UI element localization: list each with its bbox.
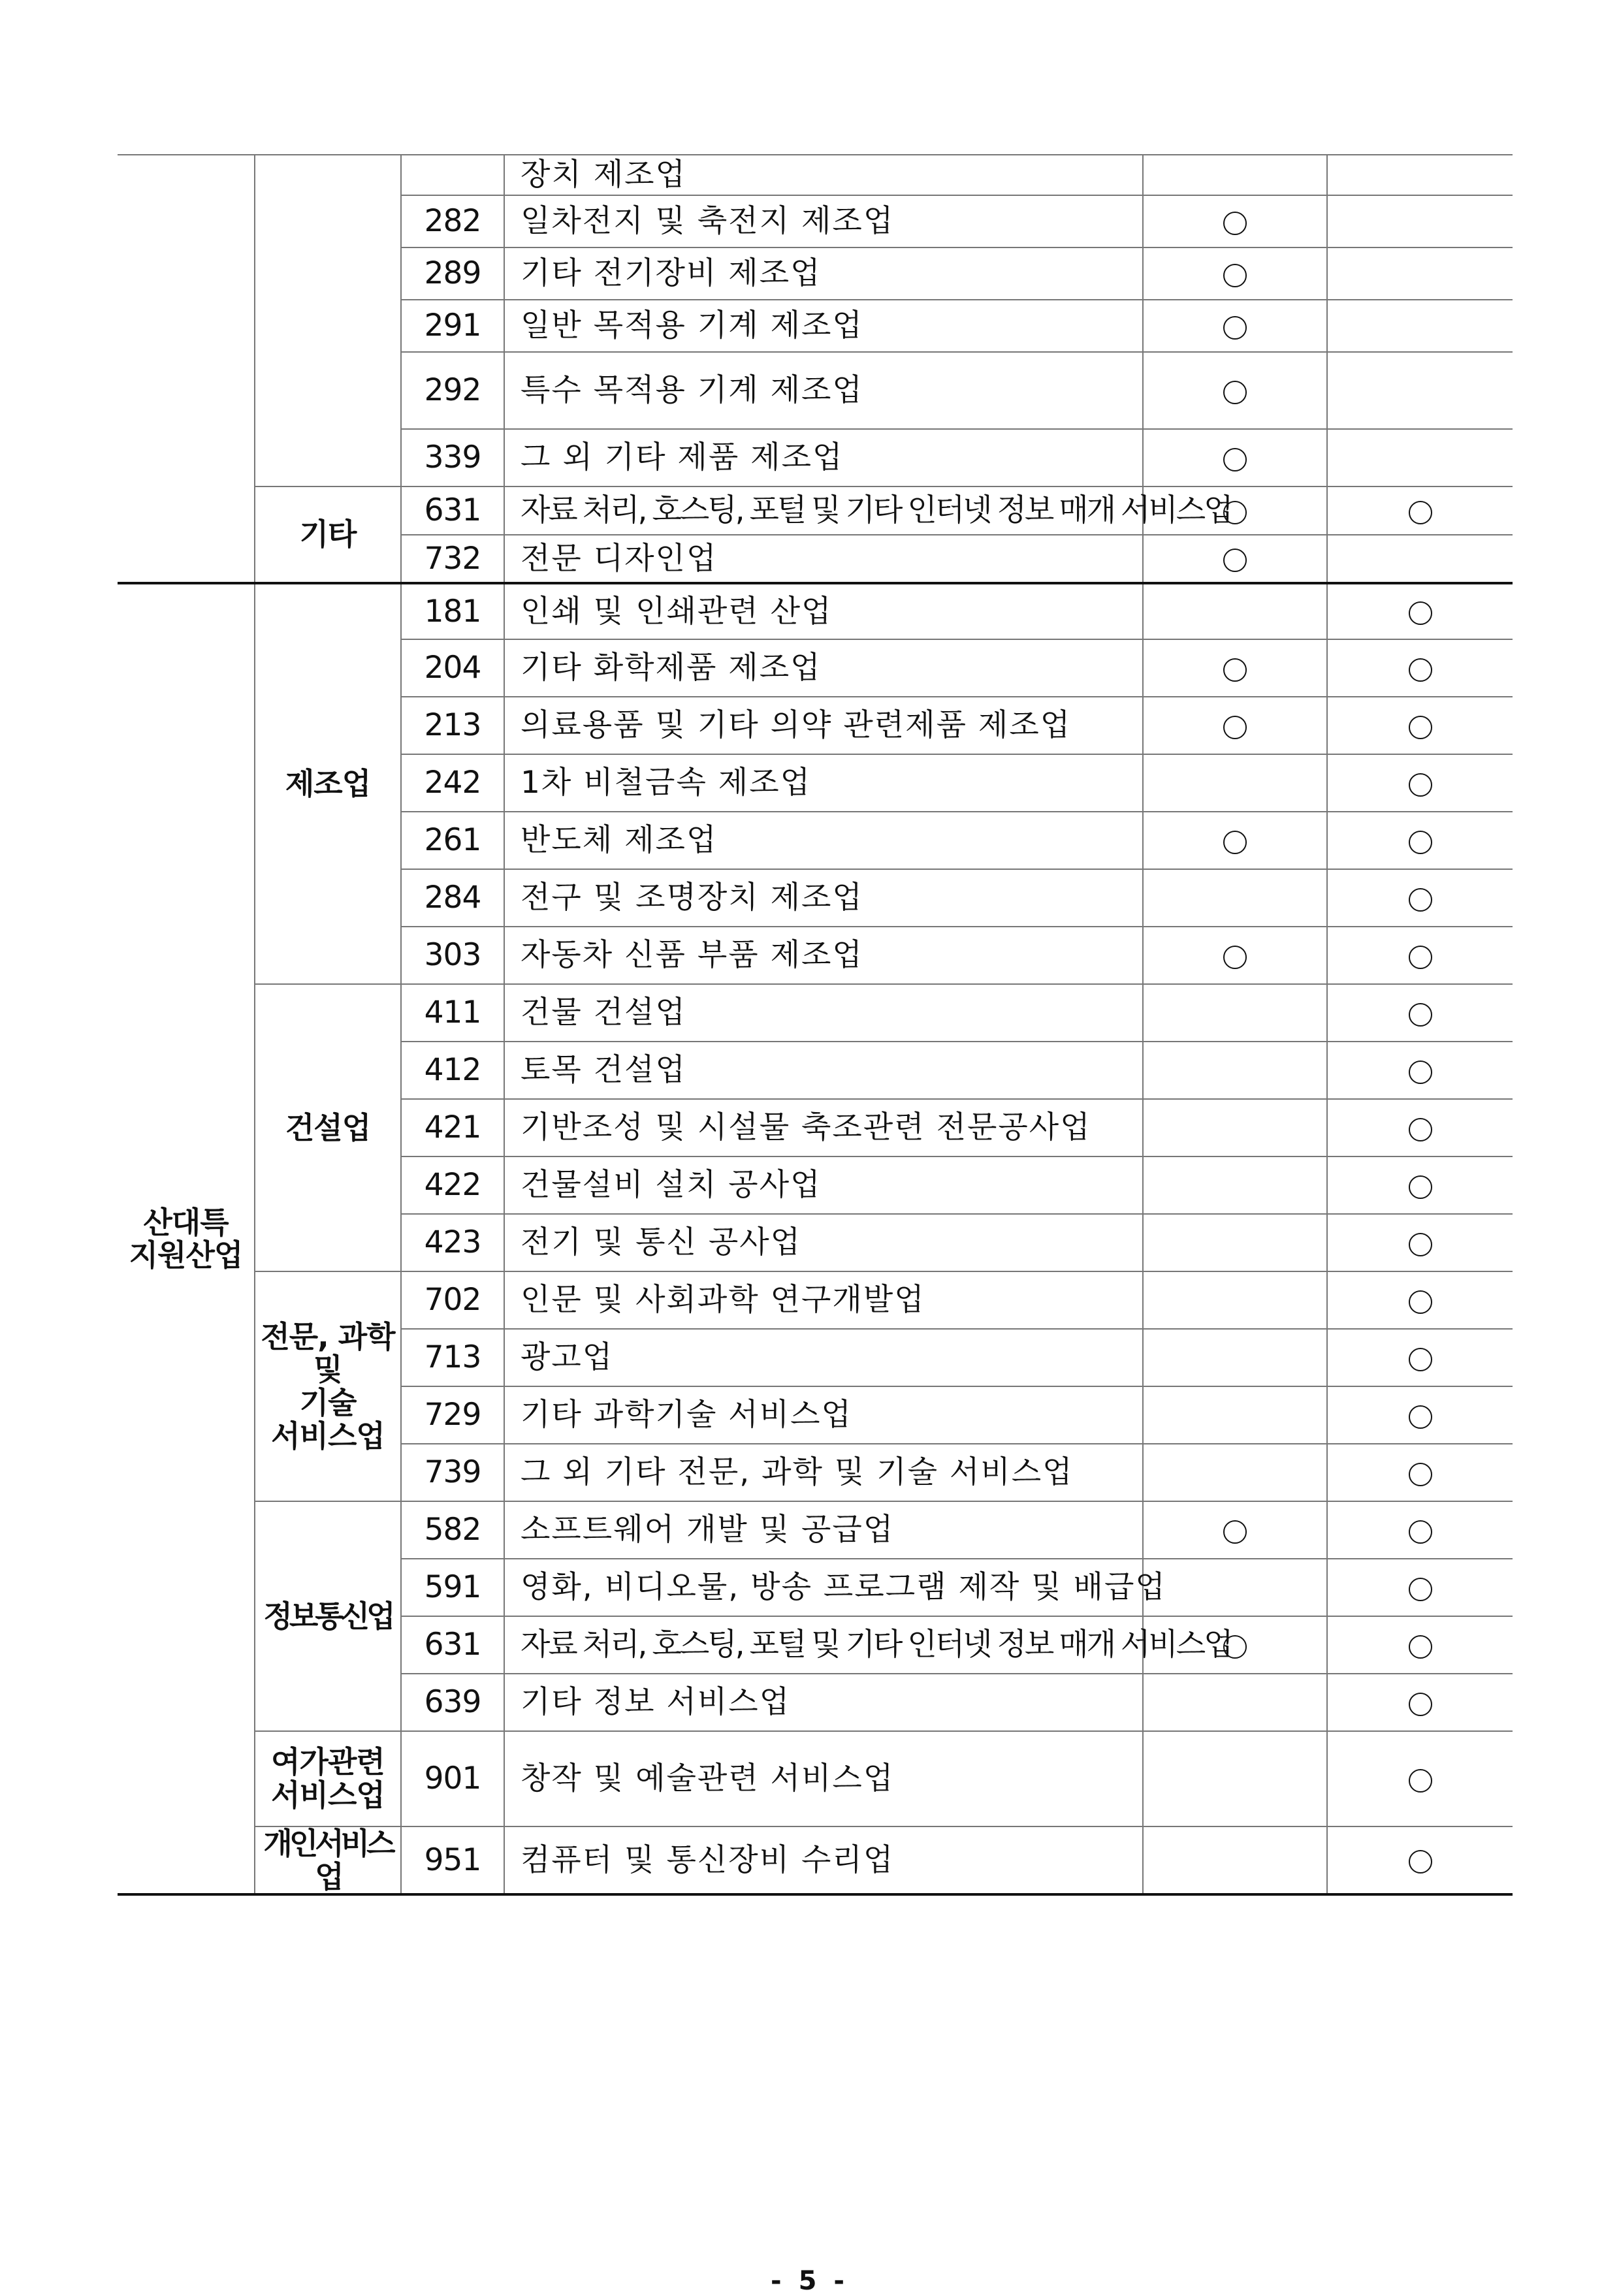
circle-mark-icon [1223, 264, 1247, 287]
industry-name: 기타 정보 서비스업 [504, 1674, 1143, 1731]
industry-code: 422 [401, 1156, 504, 1214]
industry-code: 411 [401, 984, 504, 1042]
mark-cell-m1 [1143, 1271, 1327, 1329]
circle-mark-icon [1223, 212, 1247, 235]
mark-cell-m1 [1143, 1674, 1327, 1731]
circle-mark-icon [1223, 658, 1247, 682]
industry-name: 영화, 비디오물, 방송 프로그램 제작 및 배급업 [504, 1559, 1143, 1616]
mark-cell-m2 [1327, 1271, 1513, 1329]
circle-mark-icon [1409, 1769, 1432, 1793]
circle-mark-icon [1223, 549, 1247, 572]
circle-mark-icon [1409, 1693, 1432, 1716]
mark-cell-m2 [1327, 869, 1513, 927]
subgroup-manufacturing: 제조업 [255, 583, 401, 984]
industry-code: 631 [401, 486, 504, 535]
mark-cell-m2 [1327, 1501, 1513, 1559]
mark-cell-m1 [1143, 1329, 1327, 1386]
mark-cell-m2 [1327, 1674, 1513, 1731]
table-row [118, 155, 1513, 195]
circle-mark-icon [1223, 716, 1247, 739]
industry-code: 242 [401, 754, 504, 812]
mark-cell-m1 [1143, 812, 1327, 869]
industry-name: 일차전지 및 축전지 제조업 [504, 195, 1143, 247]
circle-mark-icon [1223, 501, 1247, 524]
label-line: 및 [313, 1352, 342, 1388]
industry-name: 전기 및 통신 공사업 [504, 1214, 1143, 1271]
circle-mark-icon [1409, 773, 1432, 797]
circle-mark-icon [1409, 1578, 1432, 1601]
circle-mark-icon [1409, 946, 1432, 969]
mark-cell-m1 [1143, 1501, 1327, 1559]
circle-mark-icon [1223, 316, 1247, 340]
industry-code: 289 [401, 247, 504, 300]
mark-cell-m1 [1143, 1826, 1327, 1894]
circle-mark-icon [1223, 1635, 1247, 1659]
table-row [118, 1271, 1513, 1329]
industry-name: 1차 비철금속 제조업 [504, 754, 1143, 812]
mark-cell-m1 [1143, 754, 1327, 812]
industry-code: 901 [401, 1731, 504, 1826]
mark-cell-m2 [1327, 1329, 1513, 1386]
mark-cell-m2 [1327, 697, 1513, 754]
table-row [118, 984, 1513, 1042]
industry-code: 284 [401, 869, 504, 927]
industry-name: 컴퓨터 및 통신장비 수리업 [504, 1826, 1143, 1894]
label-line: 전문, 과학 [261, 1318, 395, 1354]
circle-mark-icon [1409, 1635, 1432, 1659]
circle-mark-icon [1409, 1290, 1432, 1314]
group-cell [118, 155, 255, 583]
mark-cell-m1 [1143, 639, 1327, 697]
industry-code: 582 [401, 1501, 504, 1559]
circle-mark-icon [1409, 1003, 1432, 1027]
mark-cell-m1 [1143, 1444, 1327, 1501]
industry-code: 591 [401, 1559, 504, 1616]
mark-cell-m2 [1327, 1042, 1513, 1099]
industry-name: 특수 목적용 기계 제조업 [504, 352, 1143, 429]
industry-code: 729 [401, 1386, 504, 1444]
mark-cell-m1 [1143, 352, 1327, 429]
mark-cell-m2 [1327, 984, 1513, 1042]
mark-cell-m2 [1327, 639, 1513, 697]
industry-code: 732 [401, 535, 504, 583]
mark-cell-m2 [1327, 1559, 1513, 1616]
subgroup-construction: 건설업 [255, 984, 401, 1271]
industry-name: 그 외 기타 제품 제조업 [504, 429, 1143, 486]
industry-name: 전구 및 조명장치 제조업 [504, 869, 1143, 927]
industry-code: 423 [401, 1214, 504, 1271]
mark-cell-m1 [1143, 1214, 1327, 1271]
mark-cell-m2 [1327, 300, 1513, 352]
mark-cell-m2 [1327, 583, 1513, 639]
mark-cell-m1 [1143, 869, 1327, 927]
industry-name: 기타 과학기술 서비스업 [504, 1386, 1143, 1444]
industry-name: 건물 건설업 [504, 984, 1143, 1042]
industry-name: 기반조성 및 시설물 축조관련 전문공사업 [504, 1099, 1143, 1156]
mark-cell-m2 [1327, 1156, 1513, 1214]
industry-name: 인문 및 사회과학 연구개발업 [504, 1271, 1143, 1329]
subgroup-ict: 정보통신업 [255, 1501, 401, 1731]
mark-cell-m1 [1143, 1042, 1327, 1099]
industry-name: 자동차 신품 부품 제조업 [504, 927, 1143, 984]
circle-mark-icon [1223, 448, 1247, 471]
group-sandaeteuk [118, 583, 255, 1894]
mark-cell-m2 [1327, 1386, 1513, 1444]
table-row [118, 583, 1513, 639]
label-line: 서비스업 [271, 1418, 385, 1454]
mark-cell-m2 [1327, 247, 1513, 300]
industry-name: 건물설비 설치 공사업 [504, 1156, 1143, 1214]
mark-cell-m2 [1327, 155, 1513, 195]
industry-code: 204 [401, 639, 504, 697]
industry-code: 639 [401, 1674, 504, 1731]
industry-name: 소프트웨어 개발 및 공급업 [504, 1501, 1143, 1559]
mark-cell-m1 [1143, 535, 1327, 583]
industry-name: 토목 건설업 [504, 1042, 1143, 1099]
mark-cell-m2 [1327, 1214, 1513, 1271]
subgroup-professional [255, 1271, 401, 1501]
circle-mark-icon [1409, 1850, 1432, 1873]
mark-cell-m1 [1143, 195, 1327, 247]
circle-mark-icon [1409, 1060, 1432, 1084]
mark-cell-m1 [1143, 927, 1327, 984]
industry-code: 292 [401, 352, 504, 429]
mark-cell-m1 [1143, 155, 1327, 195]
industry-code: 291 [401, 300, 504, 352]
mark-cell-m1 [1143, 583, 1327, 639]
mark-cell-m1 [1143, 300, 1327, 352]
circle-mark-icon [1223, 381, 1247, 404]
industry-name: 자료 처리, 호스팅, 포털 및 기타 인터넷 정보 매개 서비스업 [504, 486, 1143, 535]
label-line: 기술 [299, 1385, 357, 1420]
mark-cell-m1 [1143, 1559, 1327, 1616]
industry-code: 282 [401, 195, 504, 247]
mark-cell-m1 [1143, 247, 1327, 300]
industry-name: 그 외 기타 전문, 과학 및 기술 서비스업 [504, 1444, 1143, 1501]
industry-code: 702 [401, 1271, 504, 1329]
mark-cell-m2 [1327, 486, 1513, 535]
industry-name: 기타 전기장비 제조업 [504, 247, 1143, 300]
mark-cell-m2 [1327, 1444, 1513, 1501]
label-line: 서비스업 [271, 1778, 385, 1813]
circle-mark-icon [1409, 1520, 1432, 1544]
industry-name: 반도체 제조업 [504, 812, 1143, 869]
industry-code: 421 [401, 1099, 504, 1156]
table-row [118, 486, 1513, 535]
page-number: - 5 - [771, 2266, 848, 2296]
mark-cell-m2 [1327, 927, 1513, 984]
mark-cell-m2 [1327, 1826, 1513, 1894]
circle-mark-icon [1409, 1348, 1432, 1371]
industry-name: 전문 디자인업 [504, 535, 1143, 583]
industry-table [118, 154, 1513, 1896]
mark-cell-m2 [1327, 535, 1513, 583]
mark-cell-m1 [1143, 429, 1327, 486]
table-row [118, 1826, 1513, 1894]
mark-cell-m1 [1143, 1386, 1327, 1444]
subgroup-etc: 기타 [255, 486, 401, 583]
industry-code: 181 [401, 583, 504, 639]
circle-mark-icon [1409, 1118, 1432, 1141]
industry-name: 장치 제조업 [504, 155, 1143, 195]
table-row [118, 1731, 1513, 1826]
mark-cell-m2 [1327, 754, 1513, 812]
mark-cell-m1 [1143, 1099, 1327, 1156]
industry-name: 자료 처리, 호스팅, 포털 및 기타 인터넷 정보 매개 서비스업 [504, 1616, 1143, 1674]
circle-mark-icon [1409, 831, 1432, 854]
industry-name: 광고업 [504, 1329, 1143, 1386]
industry-code: 339 [401, 429, 504, 486]
mark-cell-m2 [1327, 1099, 1513, 1156]
industry-code: 951 [401, 1826, 504, 1894]
circle-mark-icon [1409, 501, 1432, 524]
label-line: 산대특 [143, 1204, 229, 1240]
industry-name: 의료용품 및 기타 의약 관련제품 제조업 [504, 697, 1143, 754]
mark-cell-m1 [1143, 1731, 1327, 1826]
industry-code [401, 155, 504, 195]
table-row [118, 1501, 1513, 1559]
label-line: 여가관련 [271, 1744, 385, 1780]
circle-mark-icon [1223, 946, 1247, 969]
industry-code: 713 [401, 1329, 504, 1386]
industry-code: 261 [401, 812, 504, 869]
industry-code: 213 [401, 697, 504, 754]
circle-mark-icon [1409, 1233, 1432, 1256]
circle-mark-icon [1409, 601, 1432, 625]
circle-mark-icon [1223, 1520, 1247, 1544]
circle-mark-icon [1409, 658, 1432, 682]
circle-mark-icon [1409, 1463, 1432, 1486]
mark-cell-m2 [1327, 429, 1513, 486]
label-line: 지원산업 [129, 1237, 243, 1273]
circle-mark-icon [1409, 888, 1432, 912]
circle-mark-icon [1409, 1405, 1432, 1429]
mark-cell-m1 [1143, 697, 1327, 754]
mark-cell-m2 [1327, 352, 1513, 429]
mark-cell-m1 [1143, 984, 1327, 1042]
circle-mark-icon [1223, 831, 1247, 854]
industry-name: 기타 화학제품 제조업 [504, 639, 1143, 697]
circle-mark-icon [1409, 716, 1432, 739]
industry-code: 303 [401, 927, 504, 984]
subgroup-leisure [255, 1731, 401, 1826]
industry-name: 창작 및 예술관련 서비스업 [504, 1731, 1143, 1826]
industry-code: 412 [401, 1042, 504, 1099]
mark-cell-m2 [1327, 1731, 1513, 1826]
industry-code: 739 [401, 1444, 504, 1501]
subgroup-personal: 개인서비스업 [255, 1826, 401, 1894]
mark-cell-m1 [1143, 1156, 1327, 1214]
mark-cell-m2 [1327, 812, 1513, 869]
industry-name: 일반 목적용 기계 제조업 [504, 300, 1143, 352]
industry-code: 631 [401, 1616, 504, 1674]
subgroup-cell [255, 155, 401, 486]
mark-cell-m2 [1327, 1616, 1513, 1674]
mark-cell-m2 [1327, 195, 1513, 247]
circle-mark-icon [1409, 1175, 1432, 1199]
industry-name: 인쇄 및 인쇄관련 산업 [504, 583, 1143, 639]
